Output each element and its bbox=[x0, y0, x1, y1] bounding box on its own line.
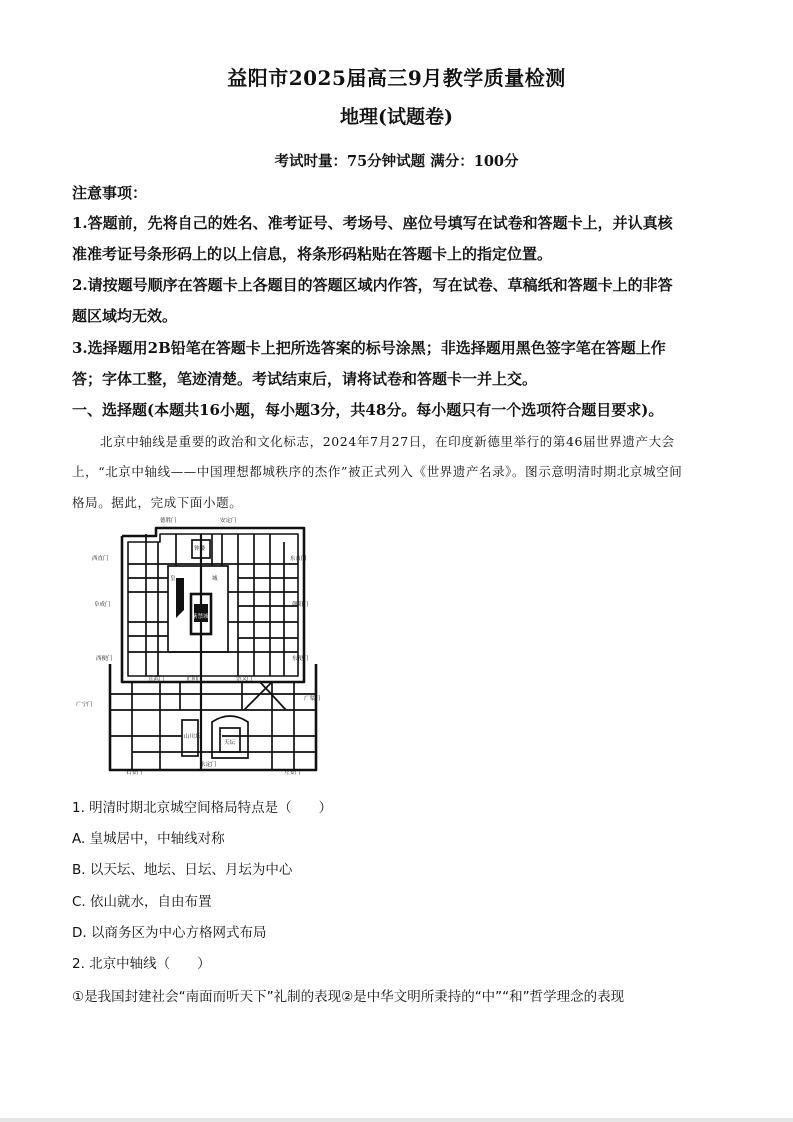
section-heading: 一、选择题(本题共16小题，每小题3分，共48分。每小题只有一个选项符合题目要求)。 bbox=[72, 401, 664, 419]
map-label-guanganmen: 广宁门 bbox=[76, 702, 93, 708]
outer-city-wall bbox=[110, 664, 316, 770]
map-label-cheng: 城 bbox=[212, 576, 218, 582]
passage-line: 格局。据此，完成下面小题。 bbox=[72, 495, 243, 510]
question-option: B. 以天坛、地坛、日坛、月坛为中心 bbox=[72, 862, 293, 878]
exam-time-info: 考试时量：75分钟试题 满分：100分 bbox=[274, 153, 519, 170]
question-statement: ①是我国封建社会“南面而听天下”礼制的表现②是中华文明所秉持的“中”“和”哲学理念的表现 bbox=[72, 989, 625, 1005]
exam-title: 益阳市2025届高三9月教学质量检测 bbox=[227, 66, 566, 90]
notes-line: 答；字体工整，笔迹清楚。考试结束后，请将试卷和答题卡一并上交。 bbox=[72, 370, 538, 388]
question-option: C. 依山就水，自由布置 bbox=[72, 894, 212, 910]
notes-line: 3.选择题用2B铅笔在答题卡上把所选答案的标号涂黑；非选择题用黑色签字笔在答题上作 bbox=[72, 339, 666, 357]
map-label-dongzhimen: 东直门 bbox=[290, 556, 307, 562]
map-label-tiantan: 天坛 bbox=[224, 740, 236, 746]
notes-line: 题区域均无效。 bbox=[72, 307, 178, 325]
notes-heading: 注意事项： bbox=[72, 184, 148, 202]
map-label-xuanwumen: 宣武门 bbox=[148, 676, 165, 682]
map-label-yongdingmen: 永定门 bbox=[200, 762, 217, 768]
passage-line: 北京中轴线是重要的政治和文化标志，2024年7月27日，在印度新德里举行的第46届世界遗产大会 bbox=[100, 434, 675, 449]
exam-subtitle: 地理(试题卷) bbox=[340, 106, 453, 128]
map-label-xizhimen: 西直门 bbox=[92, 556, 109, 562]
notes-line: 准准考证号条形码上的以上信息，将条形码粘贴在答题卡上的指定位置。 bbox=[72, 245, 553, 263]
map-label-zhengyangmen: 正阳门 bbox=[186, 676, 203, 682]
map-label-guangqumen: 广渠门 bbox=[304, 696, 321, 702]
map-label-zhonggu: 钟楼 bbox=[194, 546, 206, 552]
question-stem: 2. 北京中轴线（ ） bbox=[72, 956, 211, 972]
passage-line: 上，“北京中轴线——中国理想都城秩序的杰作”被正式列入《世界遗产名录》。图示意明清时期北京城空间 bbox=[72, 464, 683, 479]
map-label-shannong: 山川坛 bbox=[184, 734, 201, 740]
map-label-chongwenmen: 崇文门 bbox=[236, 676, 253, 682]
map-label-dongbianmen: 东便门 bbox=[292, 656, 309, 662]
map-label-zuoanmen: 左安门 bbox=[284, 770, 301, 776]
question-stem: 1. 明清时期北京城空间格局特点是（ ） bbox=[72, 800, 333, 816]
question-option: D. 以商务区为中心方格网式布局 bbox=[72, 925, 267, 941]
page-bottom-rule bbox=[0, 1118, 793, 1122]
notes-line: 2.请按题号顺序在答题卡上各题目的答题区域内作答，写在试卷、草稿纸和答题卡上的非答 bbox=[72, 276, 673, 294]
question-option: A. 皇城居中，中轴线对称 bbox=[72, 831, 225, 847]
map-label-chaoyangmen: 朝阳门 bbox=[292, 602, 309, 608]
beijing-city-map bbox=[72, 514, 332, 776]
map-label-youanmen: 右安门 bbox=[126, 770, 143, 776]
map-label-huang: 皇 bbox=[170, 576, 176, 582]
map-label-zijin: 紫禁城 bbox=[192, 614, 209, 620]
map-label-deshengmen: 德胜门 bbox=[160, 518, 177, 524]
map-label-fuchengmen: 阜成门 bbox=[94, 602, 111, 608]
map-label-andingmen: 安定门 bbox=[220, 518, 237, 524]
inner-city-wall bbox=[122, 528, 304, 682]
notes-line: 1.答题前，先将自己的姓名、准考证号、考场号、座位号填写在试卷和答题卡上，并认真核 bbox=[72, 214, 673, 232]
map-label-xibianmen: 西便门 bbox=[96, 656, 113, 662]
